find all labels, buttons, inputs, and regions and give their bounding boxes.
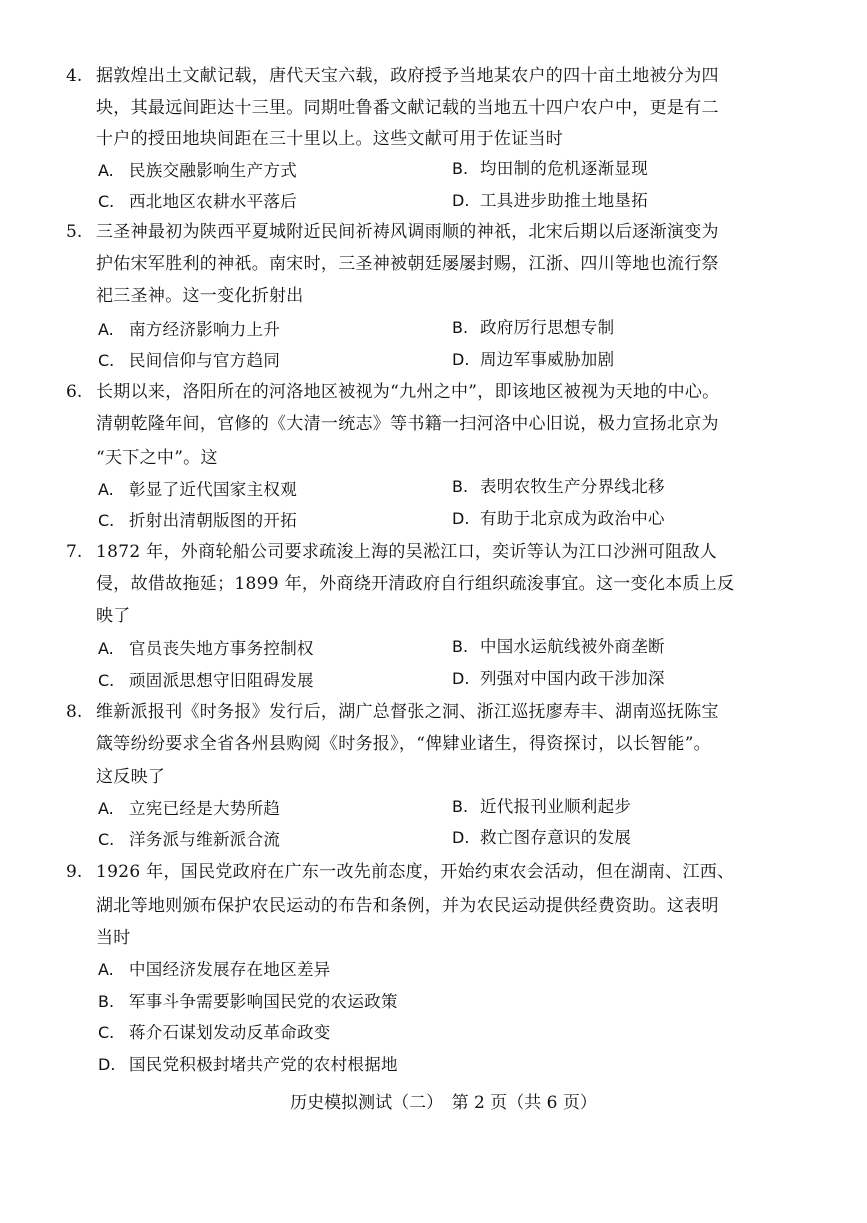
option-d-label: D. bbox=[452, 669, 470, 688]
option-a-label: A. bbox=[98, 161, 114, 180]
question-stem-line: 长期以来，洛阳所在的河洛地区被视为“九州之中”，即该地区被视为天地的中心。 bbox=[96, 382, 720, 402]
option-c-text: 西北地区农耕水平落后 bbox=[129, 192, 297, 211]
option-a-label: A. bbox=[98, 320, 114, 339]
question-stem-line: 1872 年，外商轮船公司要求疏浚上海的吴淞江口，奕䜣等认为江口沙洲可阻敌人 bbox=[96, 542, 718, 562]
option-b-label: B. bbox=[452, 797, 469, 816]
question-stem-line: 侵，故借故拖延；1899 年，外商绕开清政府自行组织疏浚事宜。这一变化本质上反 bbox=[96, 574, 735, 594]
option-a-label: A. bbox=[98, 639, 114, 658]
question-stem-line: 据敦煌出土文献记载，唐代天宝六载，政府授予当地某农户的四十亩土地被分为四 bbox=[96, 66, 719, 86]
question-stem-line: 映了 bbox=[96, 606, 131, 626]
option-c-label: C. bbox=[98, 671, 115, 690]
option-a-text: 彰显了近代国家主权观 bbox=[129, 480, 297, 499]
option-b-text: 表明农牧生产分界线北移 bbox=[480, 477, 665, 496]
option-b-text: 中国水运航线被外商垄断 bbox=[480, 637, 665, 656]
option-d-label: D. bbox=[452, 350, 470, 369]
question-number: 8. bbox=[66, 702, 83, 722]
option-c-label: C. bbox=[98, 351, 115, 370]
option-b-label: B. bbox=[98, 992, 115, 1011]
option-a-text: 中国经济发展存在地区差异 bbox=[129, 960, 331, 979]
question-stem-line: 十户的授田地块间距在三十里以上。这些文献可用于佐证当时 bbox=[96, 129, 564, 149]
option-c-text: 民间信仰与官方趋同 bbox=[129, 351, 281, 370]
question-stem-line: 湖北等地则颁布保护农民运动的布告和条例，并为农民运动提供经费资助。这表明 bbox=[96, 896, 719, 916]
option-c-text: 洋务派与维新派合流 bbox=[129, 830, 281, 849]
option-d-text: 周边军事威胁加剧 bbox=[480, 350, 615, 369]
option-b-text: 军事斗争需要影响国民党的农运政策 bbox=[129, 992, 398, 1011]
option-a-text: 南方经济影响力上升 bbox=[129, 320, 281, 339]
option-b-text: 均田制的危机逐渐显现 bbox=[480, 159, 648, 178]
question-stem-line: 1926 年，国民党政府在广东一改先前态度，开始约束农会活动，但在湖南、江西、 bbox=[96, 862, 735, 882]
option-a-label: A. bbox=[98, 960, 114, 979]
question-number: 9. bbox=[66, 862, 83, 882]
option-d-label: D. bbox=[452, 828, 470, 847]
option-d-label: D. bbox=[452, 191, 470, 210]
option-c-label: C. bbox=[98, 511, 115, 530]
option-b-text: 近代报刊业顺利起步 bbox=[480, 797, 632, 816]
question-stem-line: 块，其最远间距达十三里。同期吐鲁番文献记载的当地五十四户农户中，更是有二 bbox=[96, 98, 719, 118]
option-b-label: B. bbox=[452, 318, 469, 337]
option-b-label: B. bbox=[452, 159, 469, 178]
question-number: 5. bbox=[66, 222, 83, 242]
question-stem-line: 维新派报刊《时务报》发行后，湖广总督张之洞、浙江巡抚廖寿丰、湖南巡抚陈宝 bbox=[96, 702, 719, 722]
page-footer: 历史模拟测试（二） 第 2 页（共 6 页） bbox=[290, 1093, 597, 1113]
question-stem-line: 清朝乾隆年间，官修的《大清一统志》等书籍一扫河洛中心旧说，极力宣扬北京为 bbox=[96, 414, 719, 434]
question-stem-line: 箴等纷纷要求全省各州县购阅《时务报》，“俾肄业诸生，得资探讨，以长智能”。 bbox=[96, 734, 711, 754]
option-c-label: C. bbox=[98, 192, 115, 211]
option-c-text: 蒋介石谋划发动反革命政变 bbox=[129, 1023, 331, 1042]
option-b-label: B. bbox=[452, 637, 469, 656]
question-stem-line: 护佑宋军胜利的神祇。南宋时，三圣神被朝廷屡屡封赐，江浙、四川等地也流行祭 bbox=[96, 254, 719, 274]
question-number: 4. bbox=[66, 66, 83, 86]
option-d-label: D. bbox=[452, 509, 470, 528]
question-stem-line: 祀三圣神。这一变化折射出 bbox=[96, 286, 304, 306]
option-c-label: C. bbox=[98, 1023, 115, 1042]
question-stem-line: 这反映了 bbox=[96, 767, 166, 787]
option-b-text: 政府厉行思想专制 bbox=[480, 318, 615, 337]
question-stem-line: 三圣神最初为陕西平夏城附近民间祈祷风调雨顺的神祇，北宋后期以后逐渐演变为 bbox=[96, 222, 719, 242]
option-a-text: 官员丧失地方事务控制权 bbox=[129, 639, 314, 658]
option-c-text: 顽固派思想守旧阻碍发展 bbox=[129, 671, 314, 690]
question-stem-line: 当时 bbox=[96, 928, 131, 948]
option-a-text: 民族交融影响生产方式 bbox=[129, 161, 297, 180]
option-a-label: A. bbox=[98, 799, 114, 818]
option-d-label: D. bbox=[98, 1055, 116, 1074]
option-b-label: B. bbox=[452, 477, 469, 496]
option-d-text: 工具进步助推土地垦拓 bbox=[480, 191, 648, 210]
option-d-text: 国民党积极封堵共产党的农村根据地 bbox=[129, 1055, 398, 1074]
question-number: 7. bbox=[66, 542, 83, 562]
option-a-label: A. bbox=[98, 480, 114, 499]
question-number: 6. bbox=[66, 382, 83, 402]
question-stem-line: “天下之中”。这 bbox=[96, 448, 218, 468]
option-d-text: 列强对中国内政干涉加深 bbox=[480, 669, 665, 688]
option-c-label: C. bbox=[98, 830, 115, 849]
option-a-text: 立宪已经是大势所趋 bbox=[129, 799, 281, 818]
option-d-text: 救亡图存意识的发展 bbox=[480, 828, 632, 847]
option-d-text: 有助于北京成为政治中心 bbox=[480, 509, 665, 528]
option-c-text: 折射出清朝版图的开拓 bbox=[129, 511, 297, 530]
